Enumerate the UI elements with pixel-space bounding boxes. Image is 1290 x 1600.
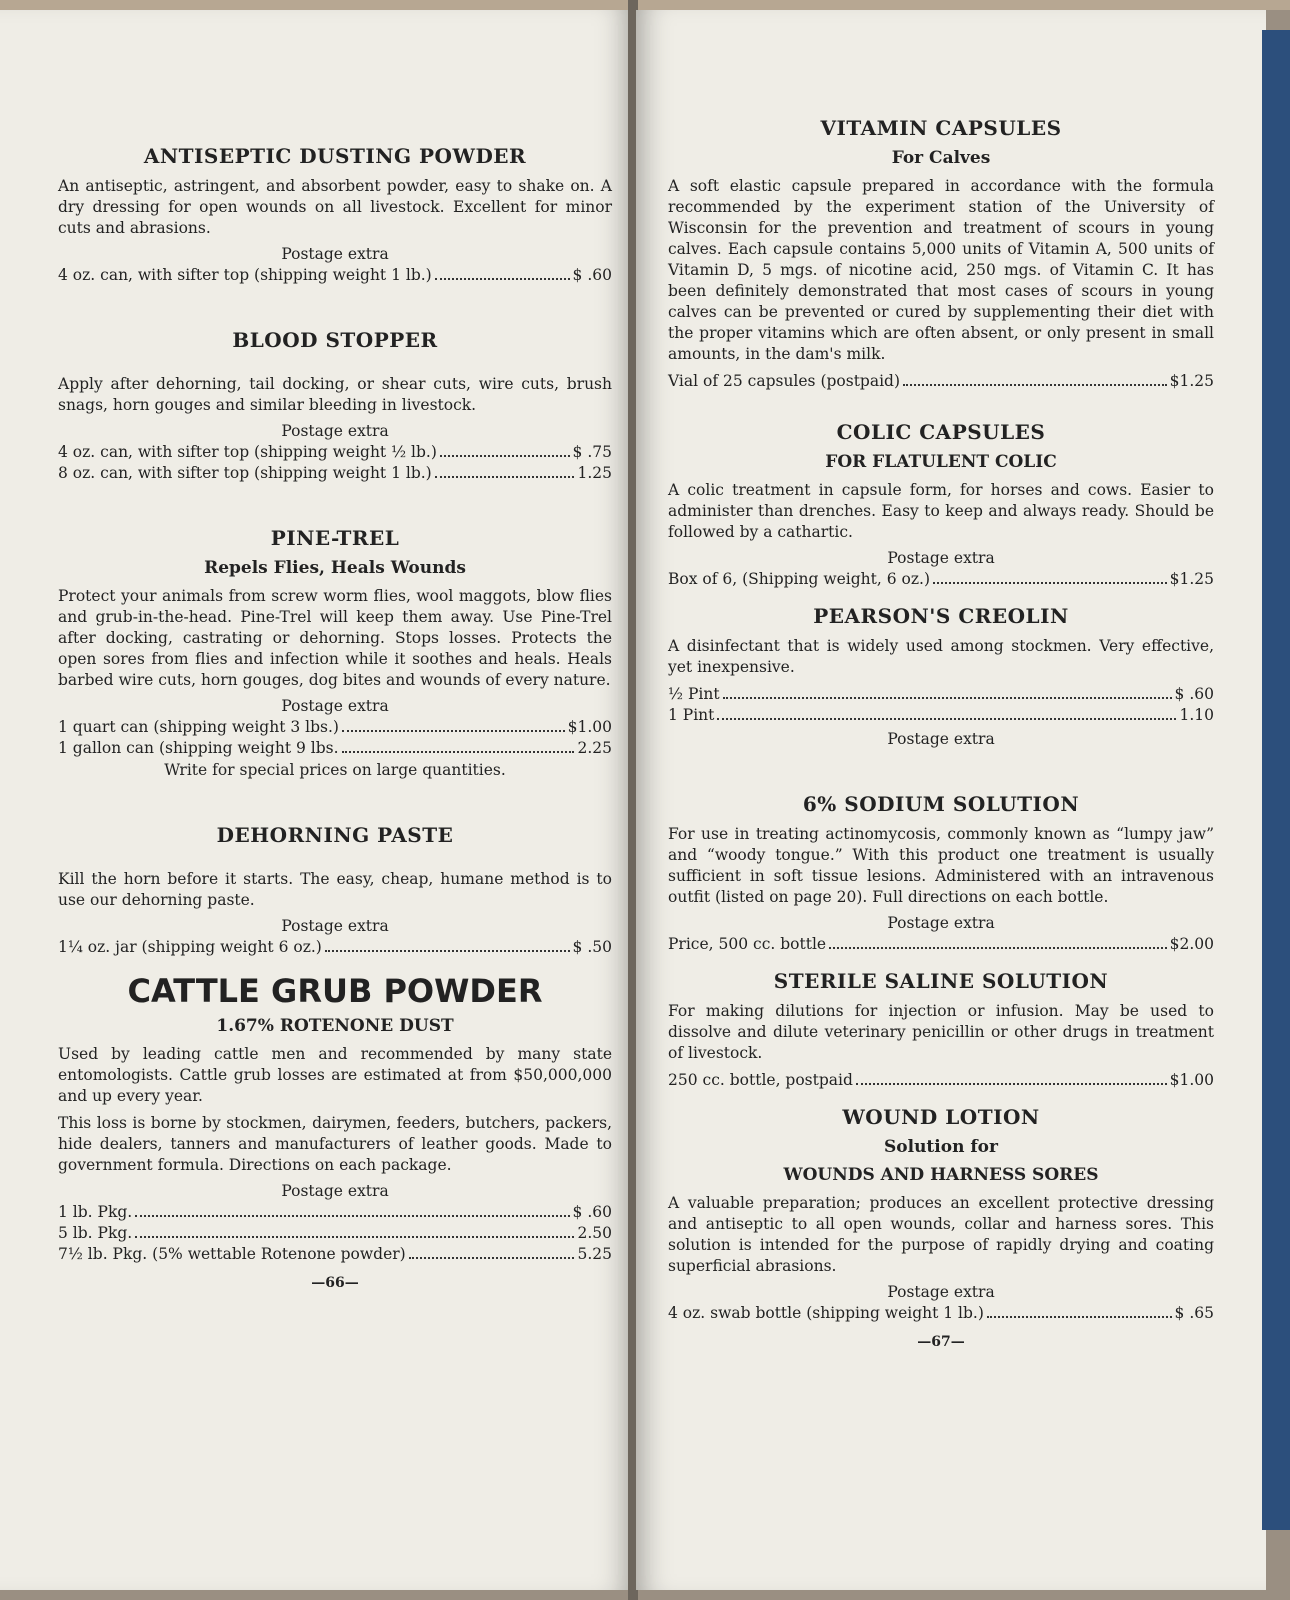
colic-capsules-section	[668, 420, 1214, 590]
price-line	[58, 463, 612, 484]
price-line	[58, 442, 612, 463]
postage-note: Postage extra	[281, 917, 389, 935]
product-description: Used by leading cattle men and recommended by many state entomologists. Cattle grub losses are estimated at from $50,000,000 and up every year.	[58, 1045, 612, 1105]
item-price: $ .75	[572, 443, 612, 461]
product-subtitle: Repels Flies, Heals Wounds	[204, 558, 466, 578]
antiseptic-dusting-powder-section	[58, 144, 612, 286]
product-description: For making dilutions for injection or infusion. May be used to dissolve and dilute veterinary penicillin or other drugs in treatment of livestock.	[668, 1002, 1214, 1062]
price-line	[668, 705, 1214, 726]
price-line	[58, 1202, 612, 1223]
item-label: 8 oz. can, with sifter top (shipping weight 1 lb.)	[58, 464, 432, 482]
vitamin-capsules-section	[668, 116, 1214, 392]
product-description: A colic treatment in capsule form, for horses and cows. Easier to administer than drenches. Easy to keep and always ready. Should be followed by a cathartic.	[668, 481, 1214, 541]
product-title: PEARSON'S CREOLIN	[813, 604, 1069, 628]
item-label: 4 oz. can, with sifter top (shipping weight 1 lb.)	[58, 266, 432, 284]
product-description: Apply after dehorning, tail docking, or shear cuts, wire cuts, brush snags, horn gouges and similar bleeding in livestock.	[58, 375, 612, 414]
item-label: 1 quart can (shipping weight 3 lbs.)	[58, 718, 339, 736]
product-description: A soft elastic capsule prepared in accordance with the formula recommended by the experiment station of the University of Wisconsin for the prevention and treatment of scours in young calves. Each capsule contains 5,000 units of Vitamin A, 500 units of Vitamin D, 5 mgs. of nicotine acid, 250 mgs. of Vitamin C. It has been definitely demonstrated that most cases of scours in young calves can be prevented or cured by supplementing their diet with the proper vitamins which are often absent, or only present in small amounts, in the dam's milk.	[668, 177, 1214, 363]
leader-dots	[903, 371, 1167, 386]
pearsons-creolin-section	[668, 604, 1214, 748]
item-label: 7½ lb. Pkg. (5% wettable Rotenone powder)	[58, 1245, 406, 1263]
dehorning-paste-section	[58, 823, 612, 958]
cattle-grub-powder-section	[58, 972, 612, 1265]
item-price: 1.10	[1179, 706, 1214, 724]
item-price: 1.25	[577, 464, 612, 482]
price-line	[668, 684, 1214, 705]
price-line	[58, 937, 612, 958]
page-number: —67—	[917, 1334, 965, 1350]
leader-dots	[135, 1202, 569, 1217]
price-line	[58, 717, 612, 738]
price-line	[58, 738, 612, 759]
item-price: $ .60	[572, 1203, 612, 1221]
item-price: $ .60	[1174, 685, 1214, 703]
product-title: DEHORNING PASTE	[216, 823, 454, 847]
price-line	[668, 1303, 1214, 1324]
leader-dots	[342, 738, 575, 753]
background-top	[0, 0, 1290, 10]
product-title: STERILE SALINE SOLUTION	[773, 969, 1109, 993]
item-label: 250 cc. bottle, postpaid	[668, 1071, 853, 1089]
product-subtitle-secondary: WOUNDS AND HARNESS SORES	[783, 1165, 1099, 1185]
item-label: ½ Pint	[668, 685, 720, 703]
item-label: 5 lb. Pkg.	[58, 1224, 133, 1242]
postage-note: Postage extra	[887, 1283, 995, 1301]
leader-dots	[440, 442, 570, 457]
product-description: Kill the horn before it starts. The easy, cheap, humane method is to use our dehorning paste.	[58, 870, 612, 909]
price-line	[668, 569, 1214, 590]
product-title: COLIC CAPSULES	[836, 420, 1046, 444]
product-subtitle: Solution for	[884, 1137, 998, 1157]
price-line	[668, 1070, 1214, 1091]
postage-note: Postage extra	[281, 697, 389, 715]
leader-dots	[856, 1070, 1167, 1085]
item-price: $1.00	[1169, 1071, 1214, 1089]
item-price: $ .65	[1174, 1304, 1214, 1322]
leader-dots	[325, 937, 570, 952]
product-description: Protect your animals from screw worm flies, wool maggots, blow flies and grub-in-the-head. Pine-Trel will keep them away. Use Pine-Trel after docking, castrating or dehorning. Stops losses. Protects the open sores from flies and infection while it soothes and heals. Heals barbed wire cuts, horn gouges, dog bites and wounds of every nature.	[58, 587, 612, 689]
leader-dots	[717, 705, 1176, 720]
price-line	[668, 934, 1214, 955]
blood-stopper-section	[58, 328, 612, 484]
quantity-note: Write for special prices on large quantities.	[164, 761, 506, 779]
item-price: $ .60	[572, 266, 612, 284]
leader-dots	[987, 1303, 1172, 1318]
book-cover-edge	[1262, 30, 1290, 1530]
item-price: 2.50	[577, 1224, 612, 1242]
product-title: VITAMIN CAPSULES	[820, 116, 1062, 140]
product-subtitle: For Calves	[891, 148, 991, 168]
wound-lotion-section	[668, 1105, 1214, 1324]
price-line	[58, 1223, 612, 1244]
right-page	[636, 10, 1266, 1590]
product-title: 6% SODIUM SOLUTION	[802, 792, 1080, 816]
leader-dots	[409, 1244, 575, 1259]
postage-note: Postage extra	[887, 914, 995, 932]
postage-note: Postage extra	[281, 422, 389, 440]
postage-note: Postage extra	[887, 549, 995, 567]
item-price: $2.00	[1169, 935, 1214, 953]
product-title: CATTLE GRUB POWDER	[127, 972, 543, 1010]
leader-dots	[723, 684, 1172, 699]
pine-trel-section	[58, 526, 612, 779]
product-title: ANTISEPTIC DUSTING POWDER	[143, 144, 527, 168]
item-label: 1 gallon can (shipping weight 9 lbs.	[58, 739, 339, 757]
item-price: $ .50	[572, 938, 612, 956]
page-number: —66—	[311, 1275, 359, 1291]
postage-note: Postage extra	[281, 1182, 389, 1200]
product-description: A disinfectant that is widely used among stockmen. Very effective, yet inexpensive.	[668, 637, 1214, 676]
price-line	[58, 265, 612, 286]
item-price: 2.25	[577, 739, 612, 757]
product-description: A valuable preparation; produces an excellent protective dressing and antiseptic to all open wounds, collar and harness sores. This solution is intended for the purpose of rapidly drying and coating superficial abrasions.	[668, 1194, 1214, 1275]
sodium-solution-section	[668, 792, 1214, 955]
sterile-saline-section	[668, 969, 1214, 1091]
product-title: BLOOD STOPPER	[232, 328, 438, 352]
item-price: $1.25	[1169, 372, 1214, 390]
left-page	[0, 10, 632, 1590]
leader-dots	[933, 569, 1167, 584]
product-description: For use in treating actinomycosis, commonly known as “lumpy jaw” and “woody tongue.” With this product one treatment is usually sufficient in soft tissue lesions. Administered with an intravenous outfit (listed on page 20). Full directions on each bottle.	[668, 825, 1214, 906]
postage-note: Postage extra	[281, 245, 389, 263]
leader-dots	[342, 717, 565, 732]
product-subtitle: 1.67% ROTENONE DUST	[216, 1016, 454, 1036]
leader-dots	[435, 463, 575, 478]
postage-note: Postage extra	[887, 730, 995, 748]
leader-dots	[829, 934, 1167, 949]
leader-dots	[435, 265, 570, 280]
item-label: 1¼ oz. jar (shipping weight 6 oz.)	[58, 938, 322, 956]
product-description: This loss is borne by stockmen, dairymen, feeders, butchers, packers, hide dealers, tanners and manufacturers of leather goods. Made to government formula. Directions on each package.	[58, 1114, 612, 1174]
item-price: $1.25	[1169, 570, 1214, 588]
product-title: PINE-TREL	[270, 526, 400, 550]
item-label: 1 lb. Pkg.	[58, 1203, 133, 1221]
product-description: An antiseptic, astringent, and absorbent powder, easy to shake on. A dry dressing for open wounds on all livestock. Excellent for minor cuts and abrasions.	[58, 177, 612, 237]
item-label: 4 oz. swab bottle (shipping weight 1 lb.)	[668, 1304, 984, 1322]
price-line	[58, 1244, 612, 1265]
item-price: 5.25	[577, 1245, 612, 1263]
product-title: WOUND LOTION	[842, 1105, 1040, 1129]
price-line	[668, 371, 1214, 392]
item-price: $1.00	[567, 718, 612, 736]
product-subtitle: FOR FLATULENT COLIC	[825, 452, 1057, 472]
item-label: 4 oz. can, with sifter top (shipping weight ½ lb.)	[58, 443, 437, 461]
leader-dots	[135, 1223, 574, 1238]
item-label: 1 Pint	[668, 706, 715, 724]
item-label: Vial of 25 capsules (postpaid)	[668, 372, 901, 390]
item-label: Box of 6, (Shipping weight, 6 oz.)	[668, 570, 930, 588]
item-label: Price, 500 cc. bottle	[668, 935, 827, 953]
